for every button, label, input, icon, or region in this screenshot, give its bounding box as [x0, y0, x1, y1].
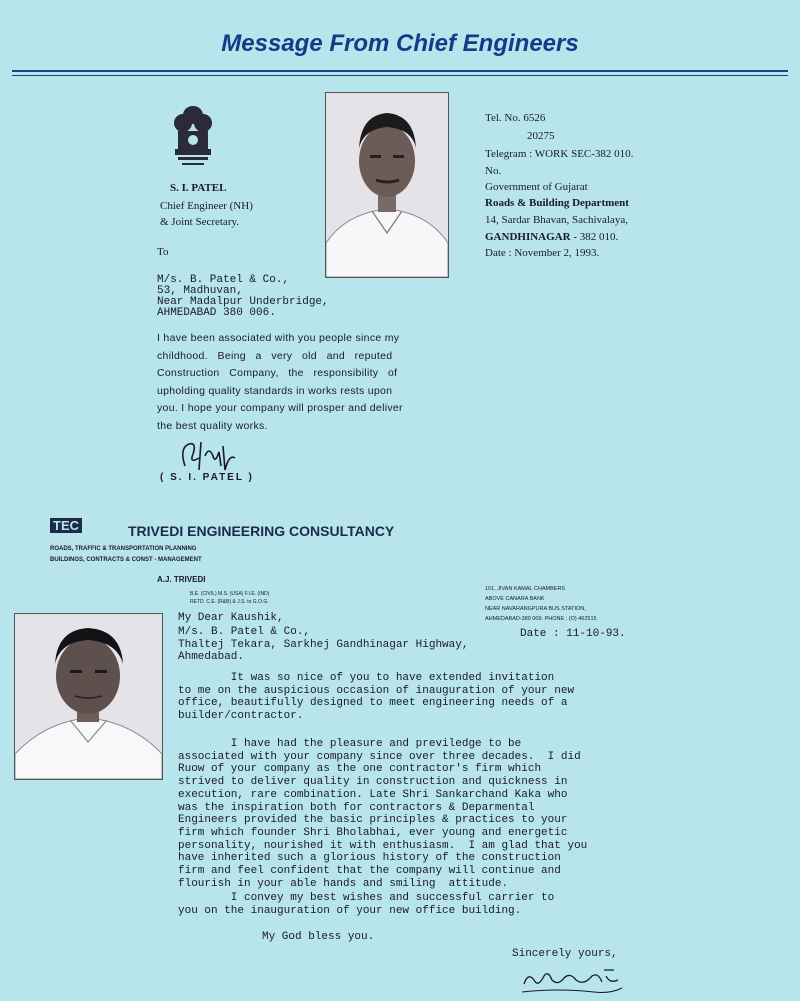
consultant-name: A.J. TRIVEDI	[157, 575, 206, 584]
header-rule-thin	[12, 75, 788, 76]
emblem-icon	[170, 103, 216, 173]
body-line: Engineers provided the basic principles & practices to your	[178, 814, 568, 827]
closing: Sincerely yours,	[512, 948, 618, 960]
body-line: office, beautifully designed to meet engineering needs of a	[178, 697, 568, 709]
body-line: to me on the auspicious occasion of inauguration of your new	[178, 684, 575, 697]
body-line: was the inspiration both for contractors & Deparmental	[178, 801, 535, 814]
body-line: firm which founder Shri Bholabhai, ever young and energetic	[178, 826, 568, 839]
body-line: upholding quality standards in works rests upon	[157, 384, 393, 397]
body-line: associated with your company since over three decades. I did	[178, 750, 581, 763]
body-line: I have had the pleasure and previledge to be	[178, 738, 522, 750]
recipient-line: Near Madalpur Underbridge,	[157, 296, 329, 308]
recipient-block	[157, 275, 329, 319]
firm-address-2: ABOVE CANARA BANK	[485, 596, 545, 602]
body-line: builder/contractor.	[178, 709, 304, 722]
government: Government of Gujarat	[485, 181, 588, 193]
body-line: Ruow of your company as the one contractor's firm which	[178, 763, 542, 776]
body-line: execution, rare combination. Late Shri Sankarchand Kaka who	[178, 788, 568, 801]
firm-logo: TEC	[50, 518, 82, 533]
body-line: Construction Company, the responsibility of	[157, 367, 398, 379]
body-line: I have been associated with you people since my	[157, 332, 400, 344]
ref-no: No.	[485, 165, 502, 177]
city	[485, 231, 618, 243]
sender-title: Chief Engineer (NH)	[160, 200, 253, 212]
letter-date: Date : 11-10-93.	[520, 628, 626, 640]
signature-icon	[518, 962, 628, 996]
city-name: GANDHINAGAR	[485, 231, 571, 243]
telegram: Telegram : WORK SEC-382 010.	[485, 148, 634, 160]
recipient-line: AHMEDABAD 380 006.	[157, 307, 276, 319]
page-title: Message From Chief Engineers	[221, 30, 579, 57]
consultant-quals: B.E. (CIVIL) M.S. (USA) F.I.E. (IND)	[190, 591, 270, 597]
recipient-line: Ahmedabad.	[178, 651, 245, 663]
department: Roads & Building Department	[485, 197, 629, 209]
sender-name: S. I. PATEL	[170, 182, 227, 194]
city-pin: - 382 010.	[570, 231, 619, 243]
firm-name: TRIVEDI ENGINEERING CONSULTANCY	[128, 523, 395, 539]
tel-number-2: 20275	[527, 130, 555, 142]
tel-number: Tel. No. 6526	[485, 112, 546, 124]
recipient-line: M/s. B. Patel & Co.,	[157, 274, 290, 286]
body-line: firm and feel confident that the company will continue and	[178, 865, 561, 878]
consultant-quals-2: RETD. C.E. (R&B) & J.S. to G.O.G.	[190, 599, 269, 605]
recipient-line: M/s. B. Patel & Co.,	[178, 626, 311, 638]
firm-tagline-2: BUILDINGS, CONTRACTS & CONST - MANAGEMENT	[50, 557, 202, 563]
body-line: you on the inauguration of your new office building.	[178, 904, 522, 917]
consultant-photo	[14, 613, 163, 780]
recipient-line: 53, Madhuvan,	[157, 285, 243, 297]
firm-address-4: AHMEDABAD-380 009. PHONE : (O) 462515	[485, 616, 597, 622]
firm-address-3: NEAR NAVARANGPURA BUS STATION,	[485, 606, 586, 612]
body-line: childhood. Being a very old and reputed	[157, 349, 393, 362]
firm-address: 101, JIVAN KAMAL CHAMBERS	[485, 586, 566, 592]
signoff: ( S. I. PATEL )	[160, 472, 254, 483]
recipient-block	[178, 626, 468, 664]
paragraph-1	[178, 672, 634, 722]
recipient-line: Thaltej Tekara, Sarkhej Gandhinagar Highway,	[178, 638, 469, 651]
greeting: My Dear Kaushik,	[178, 612, 284, 624]
body-line: have inherited such a glorious history of the construction	[178, 852, 561, 865]
body-line: It was so nice of you to have extended invitation	[178, 672, 555, 684]
body-line: the best quality works.	[157, 419, 268, 432]
chief-engineer-photo	[325, 92, 449, 278]
firm-tagline: ROADS, TRAFFIC & TRANSPORTATION PLANNING	[50, 546, 197, 552]
blessing: My God bless you.	[262, 931, 375, 943]
body-line: strived to deliver quality in construction and quickness in	[178, 776, 568, 789]
body-line: personality, nourished it with enthusiasm. I am glad that you	[178, 839, 588, 852]
letter-date: Date : November 2, 1993.	[485, 247, 600, 259]
paragraph-2	[178, 738, 634, 890]
address: 14, Sardar Bhavan, Sachivalaya,	[485, 214, 628, 226]
signature-icon	[175, 436, 255, 474]
body-line: flourish in your able hands and smiling attitude.	[178, 877, 509, 890]
body-line: you. I hope your company will prosper and deliver	[157, 402, 403, 414]
paragraph-3	[178, 892, 634, 917]
to-label: To	[157, 246, 169, 258]
sender-title-2: & Joint Secretary.	[160, 216, 240, 228]
header-rule	[12, 70, 788, 72]
body-line: I convey my best wishes and successful carrier to	[178, 892, 555, 904]
letter-body	[157, 330, 513, 435]
